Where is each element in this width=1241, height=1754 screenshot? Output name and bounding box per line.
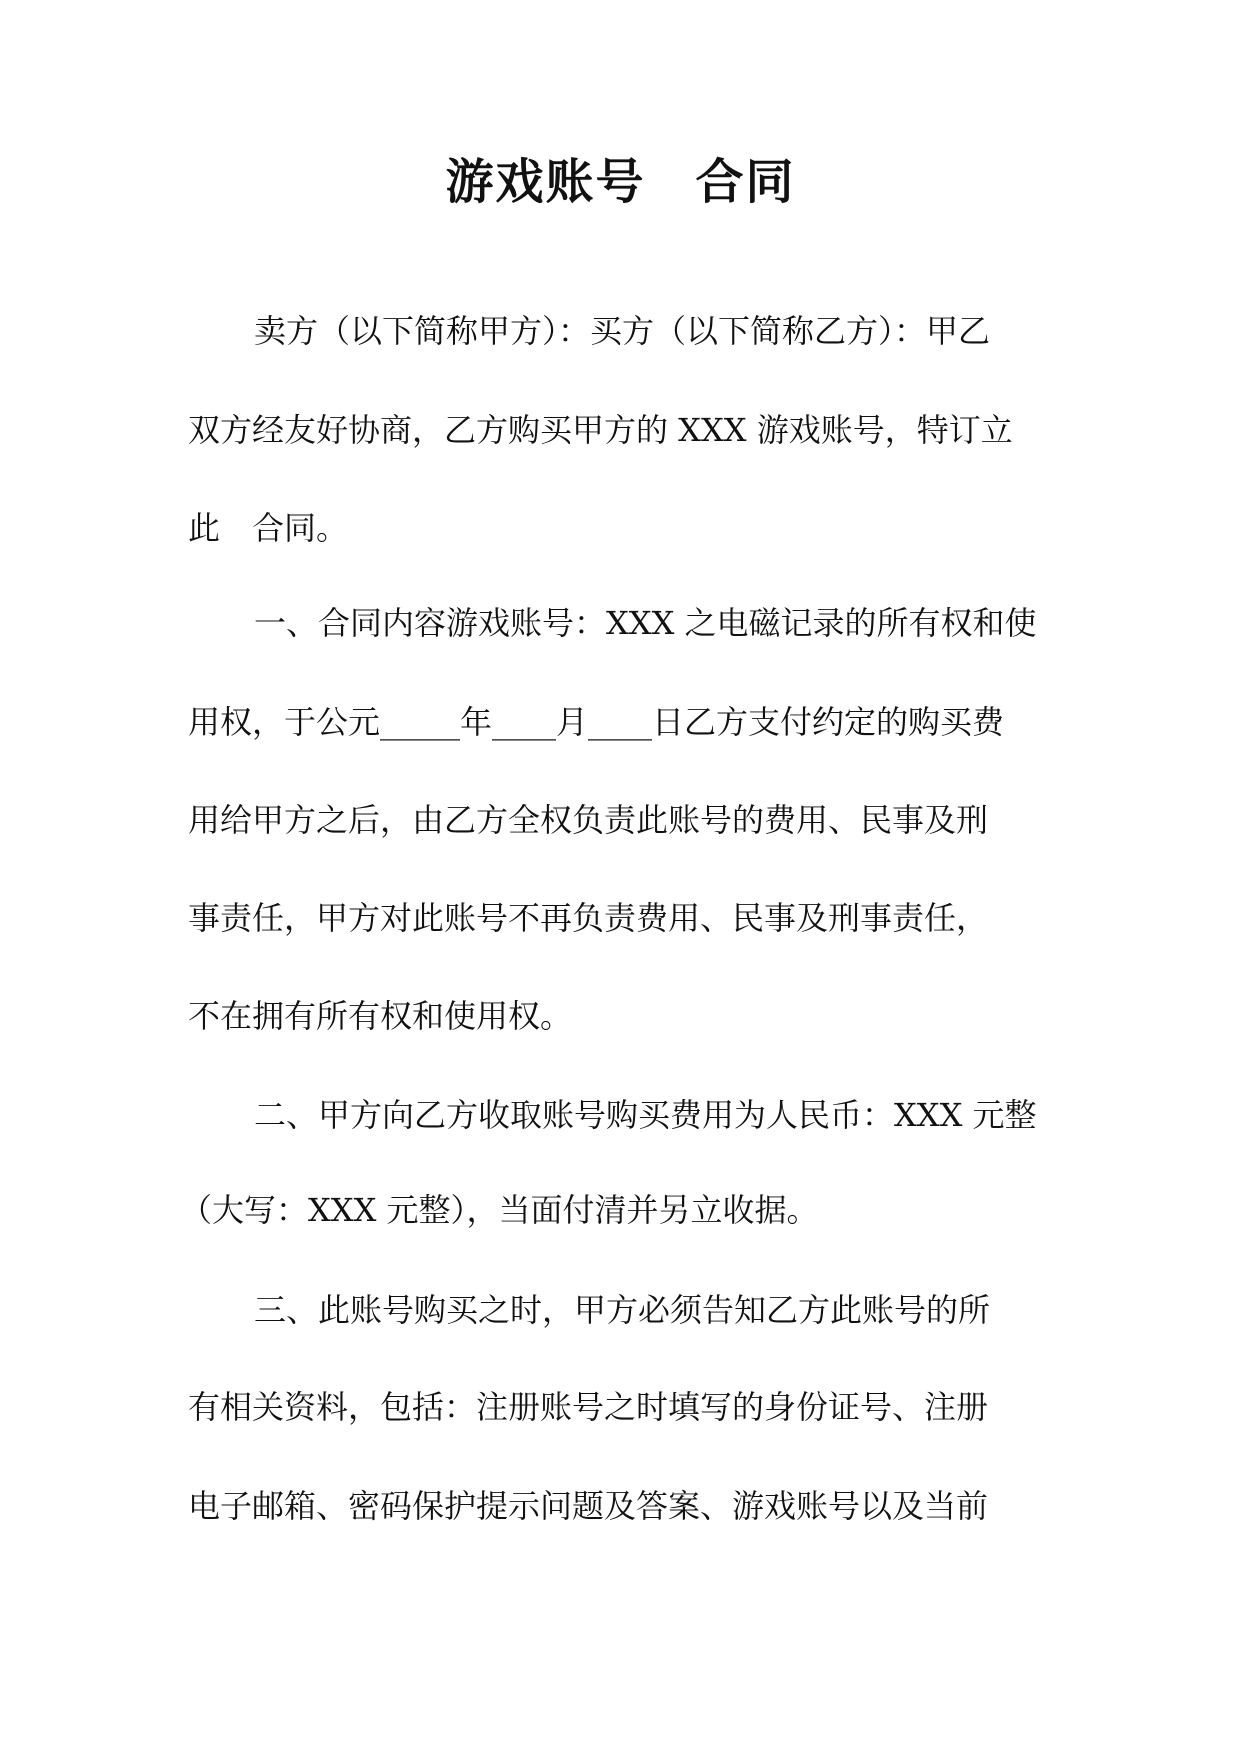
- paragraph-intro-line-1: 卖方（以下简称甲方）：买方（以下简称乙方）：甲乙: [254, 312, 991, 350]
- document-title: 游戏账号 合同: [445, 154, 796, 210]
- clause-2-line-1: 二、甲方向乙方收取账号购买费用为人民币：XXX 元整: [254, 1096, 1037, 1134]
- clause-1-line-3: 用给甲方之后，由乙方全权负责此账号的费用、民事及刑: [188, 801, 989, 839]
- clause-3-line-1: 三、此账号购买之时，甲方必须告知乙方此账号的所: [254, 1291, 991, 1329]
- paragraph-intro-line-2: 双方经友好协商，乙方购买甲方的 XXX 游戏账号，特订立: [188, 411, 1013, 449]
- clause-2-line-2: （大写：XXX 元整），当面付清并另立收据。: [180, 1191, 819, 1229]
- clause-1-line-4: 事责任，甲方对此账号不再负责费用、民事及刑事责任，: [188, 899, 989, 937]
- clause-3-line-3: 电子邮箱、密码保护提示问题及答案、游戏账号以及当前: [188, 1487, 989, 1525]
- clause-1-line-5: 不在拥有所有权和使用权。: [188, 997, 573, 1035]
- paragraph-intro-line-3: 此 合同。: [188, 509, 349, 547]
- clause-1-line-1: 一、合同内容游戏账号：XXX 之电磁记录的所有权和使: [254, 604, 1037, 642]
- clause-1-line-2: 用权，于公元_____年____月____日乙方支付约定的购买费: [188, 703, 1005, 741]
- clause-3-line-2: 有相关资料，包括：注册账号之时填写的身份证号、注册: [188, 1388, 989, 1426]
